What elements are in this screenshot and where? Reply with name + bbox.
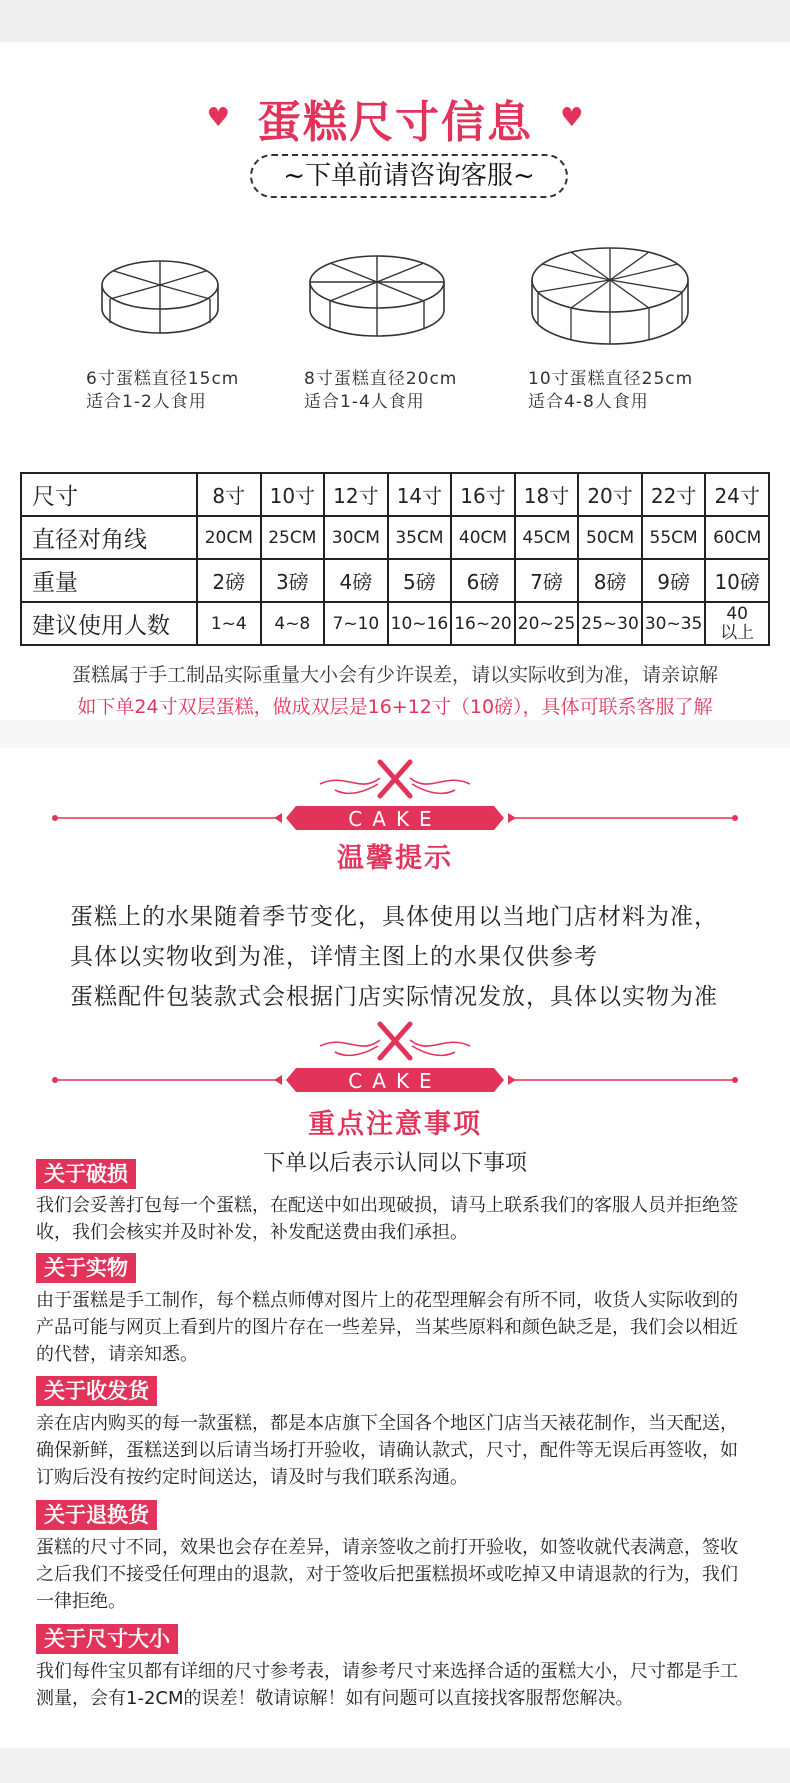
table-cell: 20~25 <box>515 602 579 645</box>
table-cell: 7磅 <box>515 559 579 602</box>
heart-left-icon: ♥ <box>206 103 230 133</box>
para-size: 我们每件宝贝都有详细的尺寸参考表，请参考尺寸来选择合适的蛋糕大小，尺寸都是手工测量，会有1-2CM的误差！敬请谅解！如有问题可以直接找客服帮您解决。 <box>36 1661 738 1709</box>
table-cell: 20寸 <box>578 473 642 516</box>
people-last-line1: 40 <box>726 603 748 624</box>
size-table <box>20 472 770 646</box>
tag-delivery: 关于收发货 <box>36 1376 157 1406</box>
table-cell: 5磅 <box>388 559 452 602</box>
table-cell: 35CM <box>388 516 452 559</box>
cake-caption-10 <box>528 368 693 414</box>
tag-size: 关于尺寸大小 <box>36 1624 178 1654</box>
table-cell: 14寸 <box>388 473 452 516</box>
table-cell: 10寸 <box>261 473 325 516</box>
table-row <box>21 602 769 645</box>
table-cell: 7~10 <box>324 602 388 645</box>
weight-note: 蛋糕属于手工制品实际重量大小会有少许误差，请以实际收到为准，请亲谅解 <box>71 664 718 686</box>
table-cell: 8磅 <box>578 559 642 602</box>
table-cell: 20CM <box>197 516 261 559</box>
cake-caption-6-line1: 6寸蛋糕直径15cm <box>86 369 240 389</box>
notice-subtitle: 下单以后表示认同以下事项 <box>262 1151 527 1176</box>
consult-subtitle: ~下单前请咨询客服~ <box>250 154 568 198</box>
table-cell: 50CM <box>578 516 642 559</box>
table-cell: 40CM <box>451 516 515 559</box>
para-delivery: 亲在店内购买的每一款蛋糕，都是本店旗下全国各个地区门店当天裱花制作，当天配送，确保新鲜，蛋糕送到以后请当场打开验收，请确认款式，尺寸，配件等无误后再签收，如订购后没有按约定时间送达，请及时与我们联系沟通。 <box>36 1413 738 1488</box>
cake-caption-8 <box>304 368 457 414</box>
table-cell: 10~16 <box>388 602 452 645</box>
table-cell: 2磅 <box>197 559 261 602</box>
row-header-diameter: 直径对角线 <box>21 516 197 559</box>
people-last-line2: 以上 <box>720 622 755 643</box>
heart-right-icon: ♥ <box>560 103 584 133</box>
table-cell: 16~20 <box>451 602 515 645</box>
table-cell: 4~8 <box>261 602 325 645</box>
para-refund: 蛋糕的尺寸不同，效果也会存在差异，请亲签收之前打开验收，如签收就代表满意，签收之后我们不接受任何理由的退款，对于签收后把蛋糕损坏或吃掉又申请退款的行为，我们一律拒绝。 <box>36 1537 738 1612</box>
top-gray-band <box>0 0 790 42</box>
cake-caption-8-line1: 8寸蛋糕直径20cm <box>304 369 458 389</box>
table-cell: 25~30 <box>578 602 642 645</box>
table-cell: 3磅 <box>261 559 325 602</box>
table-row <box>21 516 769 559</box>
cake-word: CAKE <box>348 1069 442 1093</box>
page-title: 蛋糕尺寸信息 <box>257 97 533 148</box>
cake-word: CAKE <box>348 807 442 831</box>
cake-caption-6-line2: 适合1-2人食用 <box>86 392 207 412</box>
notice-title: 重点注意事项 <box>308 1109 482 1140</box>
tips-title: 温馨提示 <box>337 843 453 874</box>
table-cell: 30CM <box>324 516 388 559</box>
table-cell: 6磅 <box>451 559 515 602</box>
tip-line-3: 蛋糕配件包装款式会根据门店实际情况发放，具体以实物为准 <box>70 984 718 1010</box>
table-cell: 16寸 <box>451 473 515 516</box>
table-cell: 4磅 <box>324 559 388 602</box>
cake-6-inch-icon <box>98 245 222 345</box>
cake-caption-10-line2: 适合4-8人食用 <box>528 392 649 412</box>
title-row <box>0 86 790 150</box>
table-cell: 12寸 <box>324 473 388 516</box>
tag-product: 关于实物 <box>36 1253 136 1283</box>
row-header-size: 尺寸 <box>21 473 197 516</box>
table-cell <box>705 602 769 645</box>
cake-caption-10-line1: 10寸蛋糕直径25cm <box>528 369 694 389</box>
table-cell: 10磅 <box>705 559 769 602</box>
cake-caption-6 <box>86 368 239 414</box>
cake-caption-8-line2: 适合1-4人食用 <box>304 392 425 412</box>
table-cell: 18寸 <box>515 473 579 516</box>
row-header-weight: 重量 <box>21 559 197 602</box>
tip-line-1: 蛋糕上的水果随着季节变化，具体使用以当地门店材料为准， <box>70 904 718 930</box>
table-row <box>21 559 769 602</box>
table-cell: 30~35 <box>642 602 706 645</box>
table-cell: 8寸 <box>197 473 261 516</box>
table-cell: 9磅 <box>642 559 706 602</box>
table-cell: 55CM <box>642 516 706 559</box>
table-cell: 60CM <box>705 516 769 559</box>
tip-line-2: 具体以实物收到为准，详情主图上的水果仅供参考 <box>70 944 598 970</box>
row-header-people: 建议使用人数 <box>21 602 197 645</box>
cake-10-inch-icon <box>528 234 692 356</box>
tag-refund: 关于退换货 <box>36 1500 157 1530</box>
section-divider-band <box>0 720 790 748</box>
table-cell: 1~4 <box>197 602 261 645</box>
bottom-gray-band <box>0 1748 790 1783</box>
para-damage: 我们会妥善打包每一个蛋糕，在配送中如出现破损，请马上联系我们的客服人员并拒绝签收，我们会核实并及时补发，补发配送费由我们承担。 <box>36 1195 738 1243</box>
table-cell: 45CM <box>515 516 579 559</box>
double-layer-note: 如下单24寸双层蛋糕，做成双层是16+12寸（10磅），具体可联系客服了解 <box>77 696 713 718</box>
table-cell: 25CM <box>261 516 325 559</box>
para-product: 由于蛋糕是手工制作，每个糕点师傅对图片上的花型理解会有所不同，收货人实际收到的产品可能与网页上看到片的图片存在一些差异，当某些原料和颜色缺乏是，我们会以相近的代替，请亲知悉。 <box>36 1290 738 1365</box>
cake-8-inch-icon <box>306 242 448 346</box>
table-cell: 24寸 <box>705 473 769 516</box>
table-row <box>21 473 769 516</box>
tag-damage: 关于破损 <box>36 1159 136 1189</box>
table-cell: 22寸 <box>642 473 706 516</box>
